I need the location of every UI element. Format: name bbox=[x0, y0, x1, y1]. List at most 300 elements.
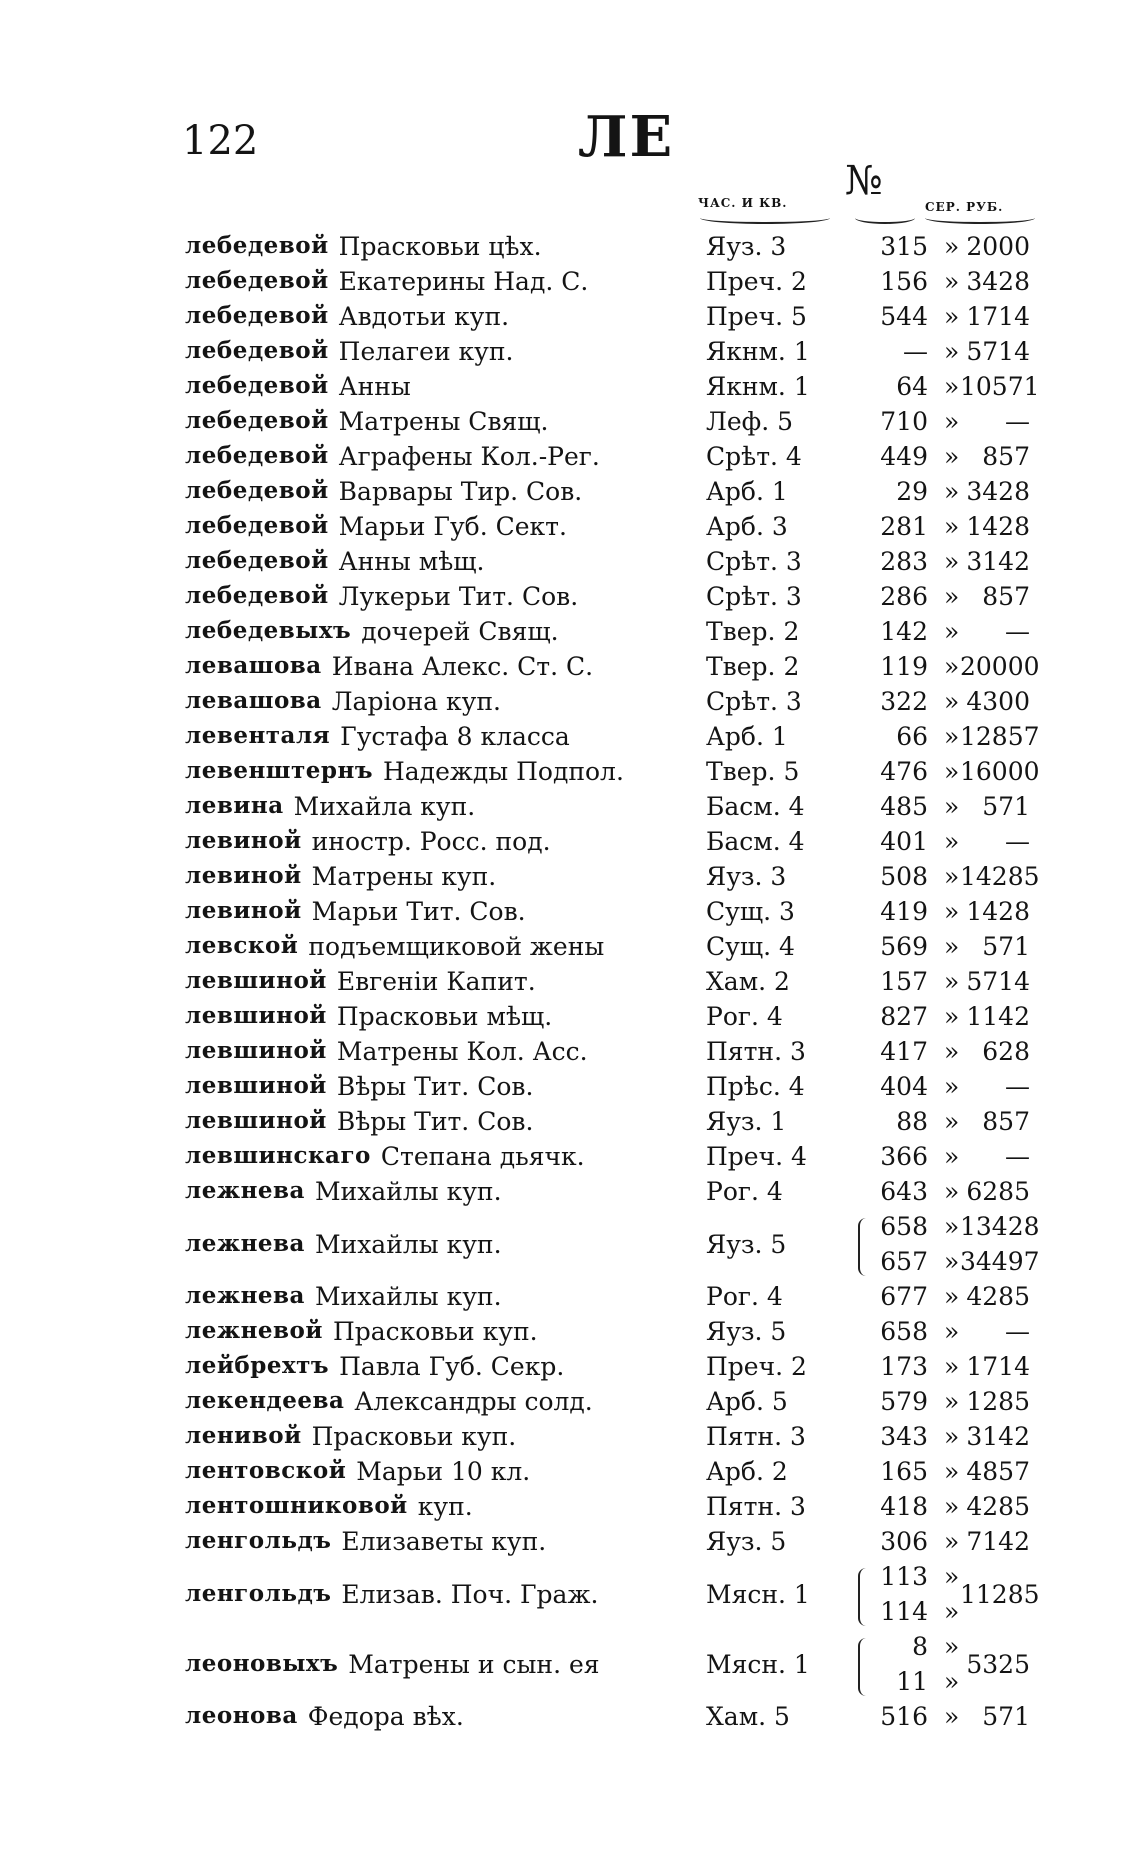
entry-ditto-mark: » bbox=[944, 1702, 960, 1731]
entry-value-rubles bbox=[960, 547, 1030, 582]
entry-given-name: Евгеніи Капит. bbox=[336, 967, 536, 996]
entry-value: 857 bbox=[982, 1107, 1030, 1136]
entry-value-rubles bbox=[960, 827, 1030, 862]
entry-row bbox=[0, 407, 1140, 442]
entry-value-rubles bbox=[960, 477, 1030, 512]
entry-ditto-mark: » bbox=[944, 1527, 960, 1556]
entry-given-name: Варвары Тир. Сов. bbox=[338, 477, 583, 506]
entry-house-number: 286 bbox=[880, 582, 928, 611]
entry-value-rubles bbox=[960, 722, 1040, 757]
entry-surname: левшиной bbox=[185, 1002, 327, 1029]
entry-given-name: Елизав. Поч. Граж. bbox=[341, 1580, 599, 1609]
entry-row bbox=[0, 1317, 1140, 1352]
entry-city-part: Прѣс. 4 bbox=[706, 1072, 805, 1101]
entry-house-number: 156 bbox=[880, 267, 928, 296]
entry-house-numbers bbox=[858, 827, 928, 862]
entry-city-part: Твер. 5 bbox=[706, 757, 800, 786]
entry-value-rubles bbox=[960, 687, 1030, 722]
entry-house-number: 404 bbox=[880, 1072, 928, 1101]
entry-house-number: 677 bbox=[880, 1282, 928, 1311]
entry-ditto-marks bbox=[944, 932, 959, 967]
entry-ditto-marks bbox=[944, 897, 959, 932]
entry-ditto-marks bbox=[944, 1142, 959, 1177]
entry-given-name: дочерей Свящ. bbox=[361, 617, 559, 646]
entry-value-rubles bbox=[960, 1387, 1030, 1422]
entry-ditto-mark: » bbox=[944, 1177, 960, 1206]
entry-ditto-mark: » bbox=[944, 407, 960, 436]
entry-given-name: Прасковьи куп. bbox=[332, 1317, 538, 1346]
entry-row bbox=[0, 652, 1140, 687]
entry-surname: ленгольдъ bbox=[185, 1580, 332, 1607]
entry-surname: леонова bbox=[185, 1702, 298, 1729]
entry-ditto-marks bbox=[944, 372, 959, 407]
entry-city-part: Твер. 2 bbox=[706, 652, 800, 681]
entry-given-name: Авдотьи куп. bbox=[338, 302, 510, 331]
entry-row bbox=[0, 687, 1140, 722]
entry-ditto-marks bbox=[944, 337, 959, 372]
entry-house-numbers bbox=[858, 1317, 928, 1352]
entry-row bbox=[0, 1492, 1140, 1527]
entry-ditto-mark: » bbox=[944, 652, 960, 681]
entry-value-rubles bbox=[960, 757, 1040, 792]
entry-city-part: Сущ. 3 bbox=[706, 897, 795, 926]
entry-row bbox=[0, 1702, 1140, 1737]
entry-house-numbers bbox=[858, 1387, 928, 1422]
entry-given-name: Матрены куп. bbox=[311, 862, 497, 891]
entry-given-name: Марьи Губ. Сект. bbox=[338, 512, 567, 541]
entry-value: 10571 bbox=[960, 372, 1040, 401]
entry-row bbox=[0, 512, 1140, 547]
entry-row bbox=[0, 302, 1140, 337]
entry-value-rubles bbox=[960, 337, 1030, 372]
entry-ditto-marks bbox=[944, 1632, 959, 1702]
entry-city-part: Яуз. 3 bbox=[706, 232, 787, 261]
entry-given-name: Пелагеи куп. bbox=[338, 337, 514, 366]
entry-value-rubles bbox=[960, 512, 1030, 547]
entry-ditto-mark: » bbox=[944, 757, 960, 786]
entry-house-number: 157 bbox=[880, 967, 928, 996]
entry-row bbox=[0, 1527, 1140, 1562]
entry-ditto-marks bbox=[944, 1527, 959, 1562]
entry-row bbox=[0, 1282, 1140, 1317]
entry-surname: лебедевой bbox=[185, 407, 329, 434]
entry-value-rubles bbox=[960, 1002, 1030, 1037]
entry-house-numbers bbox=[858, 1037, 928, 1072]
entry-given-name: Павла Губ. Секр. bbox=[339, 1352, 565, 1381]
entry-house-numbers bbox=[858, 442, 928, 477]
entry-ditto-marks bbox=[944, 302, 959, 337]
entry-row bbox=[0, 337, 1140, 372]
entry-city-part: Рог. 4 bbox=[706, 1177, 783, 1206]
entry-value: 571 bbox=[982, 792, 1030, 821]
entry-given-name: куп. bbox=[417, 1492, 473, 1521]
entry-surname: левина bbox=[185, 792, 284, 819]
entry-surname: лежнева bbox=[185, 1230, 305, 1257]
entry-ditto-marks bbox=[944, 442, 959, 477]
entry-given-name: Прасковьи мѣщ. bbox=[336, 1002, 553, 1031]
entry-house-numbers bbox=[858, 757, 928, 792]
entry-value: 7142 bbox=[966, 1527, 1030, 1556]
entry-house-number: 508 bbox=[880, 862, 928, 891]
entry-ditto-marks bbox=[944, 1562, 959, 1632]
entry-value-rubles bbox=[960, 1282, 1030, 1317]
entry-house-numbers bbox=[858, 792, 928, 827]
entry-row bbox=[0, 1072, 1140, 1107]
entry-surname: лейбрехтъ bbox=[185, 1352, 330, 1379]
entry-value-rubles bbox=[960, 1702, 1030, 1737]
entry-house-numbers bbox=[858, 1107, 928, 1142]
entry-given-name: Александры солд. bbox=[354, 1387, 593, 1416]
entry-value: 857 bbox=[982, 582, 1030, 611]
entry-given-name: Вѣры Тит. Сов. bbox=[336, 1072, 534, 1101]
entry-ditto-mark: » bbox=[944, 1247, 960, 1276]
entry-given-name: Екатерины Над. С. bbox=[338, 267, 589, 296]
entry-house-numbers bbox=[858, 1177, 928, 1212]
entry-city-part: Арб. 2 bbox=[706, 1457, 788, 1486]
entry-row bbox=[0, 617, 1140, 652]
entry-value: 2000 bbox=[966, 232, 1030, 261]
entry-value-rubles bbox=[960, 617, 1030, 652]
entry-surname: лебедевой bbox=[185, 337, 329, 364]
entry-surname: лебедевой bbox=[185, 302, 329, 329]
entry-row bbox=[0, 232, 1140, 267]
entry-surname: левшиной bbox=[185, 1037, 327, 1064]
entry-surname: левской bbox=[185, 932, 299, 959]
entry-row bbox=[0, 1107, 1140, 1142]
entry-surname: левиной bbox=[185, 897, 302, 924]
column-header-part: ЧАС. И КВ. bbox=[698, 196, 788, 210]
entry-ditto-marks bbox=[944, 1002, 959, 1037]
entry-house-numbers bbox=[858, 1492, 928, 1527]
entry-value-rubles bbox=[960, 1177, 1030, 1212]
entry-ditto-marks bbox=[944, 827, 959, 862]
entry-given-name: Анны bbox=[338, 372, 411, 401]
entry-value-rubles bbox=[960, 1037, 1030, 1072]
running-title: ЛЕ bbox=[578, 104, 675, 170]
entry-value: 1428 bbox=[966, 897, 1030, 926]
entry-ditto-mark: » bbox=[944, 722, 960, 751]
entry-row bbox=[0, 442, 1140, 477]
entry-surname: левиной bbox=[185, 827, 302, 854]
entry-row bbox=[0, 1037, 1140, 1072]
entry-city-part: Басм. 4 bbox=[706, 792, 805, 821]
entry-given-name: Вѣры Тит. Сов. bbox=[336, 1107, 534, 1136]
entry-value-rubles bbox=[960, 232, 1030, 267]
entry-surname: лебедевой bbox=[185, 267, 329, 294]
entry-value-rubles bbox=[960, 1142, 1030, 1177]
entry-value-rubles bbox=[960, 897, 1030, 932]
entry-city-part: Якнм. 1 bbox=[706, 337, 810, 366]
entry-row bbox=[0, 582, 1140, 617]
entry-house-numbers bbox=[858, 652, 928, 687]
entry-surname: левашова bbox=[185, 652, 322, 679]
entry-house-numbers bbox=[858, 1527, 928, 1562]
entry-city-part: Хам. 5 bbox=[706, 1702, 790, 1731]
entry-ditto-mark: » bbox=[944, 617, 960, 646]
entry-house-numbers bbox=[858, 477, 928, 512]
entry-ditto-mark: » bbox=[944, 267, 960, 296]
entry-given-name: Михайла куп. bbox=[293, 792, 476, 821]
entry-value-rubles bbox=[960, 1492, 1030, 1527]
entries-list bbox=[0, 232, 1140, 1737]
entry-ditto-marks bbox=[944, 1317, 959, 1352]
entry-value: — bbox=[1005, 1142, 1030, 1171]
entry-ditto-marks bbox=[944, 757, 959, 792]
entry-surname: лебедевой bbox=[185, 232, 329, 259]
entry-city-part: Пятн. 3 bbox=[706, 1422, 806, 1451]
entry-ditto-mark: » bbox=[944, 337, 960, 366]
entry-row bbox=[0, 1002, 1140, 1037]
entry-value-rubles bbox=[960, 932, 1030, 967]
entry-ditto-mark: » bbox=[944, 967, 960, 996]
entry-value: 571 bbox=[982, 932, 1030, 961]
entry-ditto-mark: » bbox=[944, 372, 960, 401]
entry-ditto-marks bbox=[944, 1352, 959, 1387]
entry-value: 3428 bbox=[966, 477, 1030, 506]
entry-house-numbers bbox=[858, 302, 928, 337]
entry-ditto-mark: » bbox=[944, 232, 960, 261]
entry-house-numbers bbox=[858, 1632, 928, 1702]
entry-house-numbers bbox=[858, 267, 928, 302]
entry-ditto-mark: » bbox=[944, 1002, 960, 1031]
entry-house-numbers bbox=[858, 407, 928, 442]
entry-ditto-mark: » bbox=[944, 547, 960, 576]
entry-given-name: Анны мѣщ. bbox=[338, 547, 485, 576]
entry-row bbox=[0, 1142, 1140, 1177]
header-brace-part bbox=[700, 212, 830, 224]
entry-value: 5714 bbox=[966, 967, 1030, 996]
entry-house-numbers bbox=[858, 547, 928, 582]
entry-house-number: 283 bbox=[880, 547, 928, 576]
entry-ditto-marks bbox=[944, 1387, 959, 1422]
entry-value: 13428 bbox=[960, 1212, 1040, 1241]
entry-ditto-marks bbox=[944, 407, 959, 442]
entry-city-part: Рог. 4 bbox=[706, 1002, 783, 1031]
entry-given-name: Ивана Алекс. Ст. С. bbox=[331, 652, 594, 681]
entry-row bbox=[0, 1212, 1140, 1282]
column-header-number: № bbox=[845, 158, 883, 204]
entry-city-part: Срѣт. 4 bbox=[706, 442, 802, 471]
entry-given-name: Прасковьи куп. bbox=[311, 1422, 517, 1451]
entry-surname: лебедевыхъ bbox=[185, 617, 352, 644]
entry-house-number: 119 bbox=[880, 652, 928, 681]
entry-ditto-marks bbox=[944, 722, 959, 757]
entry-surname: лежневой bbox=[185, 1317, 323, 1344]
entry-surname: левшиной bbox=[185, 1107, 327, 1134]
entry-house-number: 657 bbox=[880, 1247, 928, 1276]
entry-house-numbers bbox=[858, 617, 928, 652]
entry-value: — bbox=[1005, 407, 1030, 436]
entry-row bbox=[0, 1457, 1140, 1492]
entry-house-numbers bbox=[858, 1562, 928, 1632]
entry-ditto-mark: » bbox=[944, 1072, 960, 1101]
entry-city-part: Яуз. 5 bbox=[706, 1527, 787, 1556]
entry-ditto-mark: » bbox=[944, 687, 960, 716]
entry-house-numbers bbox=[858, 1142, 928, 1177]
entry-row bbox=[0, 1422, 1140, 1457]
entry-ditto-mark: » bbox=[944, 1597, 960, 1626]
entry-value: 4857 bbox=[966, 1457, 1030, 1486]
entry-surname: левшиной bbox=[185, 1072, 327, 1099]
entry-row bbox=[0, 1562, 1140, 1632]
entry-given-name: Аграфены Кол.-Рег. bbox=[338, 442, 600, 471]
entry-given-name: Михайлы куп. bbox=[314, 1230, 502, 1259]
entry-house-numbers bbox=[858, 372, 928, 407]
entry-given-name: Лукерьи Тит. Сов. bbox=[338, 582, 579, 611]
entry-surname: лебедевой bbox=[185, 477, 329, 504]
entry-house-numbers bbox=[858, 687, 928, 722]
entry-value: 12857 bbox=[960, 722, 1040, 751]
entry-city-part: Мясн. 1 bbox=[706, 1650, 810, 1679]
entry-city-part: Басм. 4 bbox=[706, 827, 805, 856]
entry-ditto-mark: » bbox=[944, 897, 960, 926]
entry-house-number: 544 bbox=[880, 302, 928, 331]
page-number: 122 bbox=[182, 118, 259, 164]
entry-value: 5714 bbox=[966, 337, 1030, 366]
entry-value: 11285 bbox=[960, 1580, 1040, 1609]
entry-ditto-marks bbox=[944, 967, 959, 1002]
entry-house-numbers bbox=[858, 1212, 928, 1282]
entry-house-number: 281 bbox=[880, 512, 928, 541]
entry-city-part: Яуз. 5 bbox=[706, 1317, 787, 1346]
entry-value-rubles bbox=[960, 1527, 1030, 1562]
entry-city-part: Преч. 5 bbox=[706, 302, 807, 331]
entry-row bbox=[0, 792, 1140, 827]
entry-house-number: 322 bbox=[880, 687, 928, 716]
entry-city-part: Пятн. 3 bbox=[706, 1037, 806, 1066]
entry-surname: лежнева bbox=[185, 1282, 305, 1309]
entry-value: 20000 bbox=[960, 652, 1040, 681]
entry-ditto-mark: » bbox=[944, 1457, 960, 1486]
entry-house-number: 66 bbox=[896, 722, 928, 751]
entry-house-number: 516 bbox=[880, 1702, 928, 1731]
entry-house-number: 476 bbox=[880, 757, 928, 786]
entry-row bbox=[0, 722, 1140, 757]
entry-ditto-mark: » bbox=[944, 1562, 960, 1591]
entry-value: — bbox=[1005, 617, 1030, 646]
entry-house-numbers bbox=[858, 967, 928, 1002]
entry-house-number: 8 bbox=[912, 1632, 928, 1661]
entry-house-numbers bbox=[858, 932, 928, 967]
entry-row bbox=[0, 372, 1140, 407]
entry-ditto-mark: » bbox=[944, 827, 960, 856]
entry-house-number: 417 bbox=[880, 1037, 928, 1066]
entry-ditto-marks bbox=[944, 1492, 959, 1527]
entry-house-number: 449 bbox=[880, 442, 928, 471]
entry-house-number: 165 bbox=[880, 1457, 928, 1486]
entry-house-number: 419 bbox=[880, 897, 928, 926]
entry-house-numbers bbox=[858, 512, 928, 547]
entry-row bbox=[0, 477, 1140, 512]
entry-house-number: 418 bbox=[880, 1492, 928, 1521]
entry-value: 3428 bbox=[966, 267, 1030, 296]
entry-value: 1285 bbox=[966, 1387, 1030, 1416]
entry-house-numbers bbox=[858, 1702, 928, 1737]
entry-house-numbers bbox=[858, 1422, 928, 1457]
entry-house-number: 366 bbox=[880, 1142, 928, 1171]
entry-house-number: 658 bbox=[880, 1317, 928, 1346]
entry-given-name: Матрены Кол. Асс. bbox=[336, 1037, 588, 1066]
entry-value-rubles bbox=[960, 267, 1030, 302]
entry-given-name: Надежды Подпол. bbox=[382, 757, 624, 786]
entry-surname: левенталя bbox=[185, 722, 331, 749]
entry-ditto-mark: » bbox=[944, 1492, 960, 1521]
entry-surname: лебедевой bbox=[185, 372, 329, 399]
entry-value: 3142 bbox=[966, 1422, 1030, 1451]
entry-surname: левшиной bbox=[185, 967, 327, 994]
entry-ditto-marks bbox=[944, 617, 959, 652]
entry-house-numbers bbox=[858, 722, 928, 757]
entry-value: 1142 bbox=[966, 1002, 1030, 1031]
entry-ditto-marks bbox=[944, 512, 959, 547]
entry-ditto-mark: » bbox=[944, 1667, 960, 1696]
entry-given-name: Ларіона куп. bbox=[331, 687, 501, 716]
entry-row bbox=[0, 897, 1140, 932]
entry-city-part: Арб. 3 bbox=[706, 512, 788, 541]
entry-ditto-marks bbox=[944, 1702, 959, 1737]
entry-surname: лентовской bbox=[185, 1457, 347, 1484]
entry-ditto-marks bbox=[944, 1037, 959, 1072]
entry-house-number: 485 bbox=[880, 792, 928, 821]
entry-surname: ленивой bbox=[185, 1422, 302, 1449]
entry-value-rubles bbox=[960, 1317, 1030, 1352]
entry-row bbox=[0, 547, 1140, 582]
entry-surname: лебедевой bbox=[185, 442, 329, 469]
entry-ditto-marks bbox=[944, 1282, 959, 1317]
entry-house-number: 710 bbox=[880, 407, 928, 436]
entry-ditto-marks bbox=[944, 232, 959, 267]
entry-city-part: Яуз. 1 bbox=[706, 1107, 787, 1136]
entry-ditto-mark: » bbox=[944, 1352, 960, 1381]
entry-given-name: подъемщиковой жены bbox=[308, 932, 605, 961]
entry-city-part: Преч. 2 bbox=[706, 267, 807, 296]
entry-city-part: Преч. 2 bbox=[706, 1352, 807, 1381]
entry-ditto-mark: » bbox=[944, 512, 960, 541]
entry-house-number: 658 bbox=[880, 1212, 928, 1241]
entry-given-name: Густафа 8 класса bbox=[340, 722, 570, 751]
entry-surname: лебедевой bbox=[185, 582, 329, 609]
entry-given-name: Федора вѣх. bbox=[307, 1702, 464, 1731]
entry-ditto-marks bbox=[944, 267, 959, 302]
entry-house-numbers bbox=[858, 1282, 928, 1317]
entry-row bbox=[0, 932, 1140, 967]
entry-value-rubles bbox=[960, 302, 1030, 337]
entry-surname: левшинскаго bbox=[185, 1142, 371, 1169]
entry-city-part: Арб. 1 bbox=[706, 722, 788, 751]
entry-ditto-mark: » bbox=[944, 302, 960, 331]
entry-house-number: 114 bbox=[880, 1597, 928, 1626]
entry-ditto-marks bbox=[944, 1072, 959, 1107]
entry-value: — bbox=[1005, 1317, 1030, 1346]
entry-row bbox=[0, 862, 1140, 897]
entry-house-numbers bbox=[858, 582, 928, 617]
entry-house-numbers bbox=[858, 1072, 928, 1107]
entry-house-numbers bbox=[858, 337, 928, 372]
entry-given-name: Степана дьячк. bbox=[380, 1142, 585, 1171]
entry-surname: леоновыхъ bbox=[185, 1650, 339, 1677]
entry-ditto-marks bbox=[944, 1212, 959, 1282]
entry-value-rubles bbox=[960, 1212, 1040, 1282]
entry-ditto-marks bbox=[944, 1422, 959, 1457]
entry-ditto-marks bbox=[944, 477, 959, 512]
entry-ditto-marks bbox=[944, 582, 959, 617]
entry-value: 6285 bbox=[966, 1177, 1030, 1206]
entry-value-rubles bbox=[960, 372, 1040, 407]
entry-ditto-marks bbox=[944, 792, 959, 827]
entry-value-rubles bbox=[960, 1650, 1030, 1685]
entry-city-part: Твер. 2 bbox=[706, 617, 800, 646]
entry-ditto-mark: » bbox=[944, 1142, 960, 1171]
